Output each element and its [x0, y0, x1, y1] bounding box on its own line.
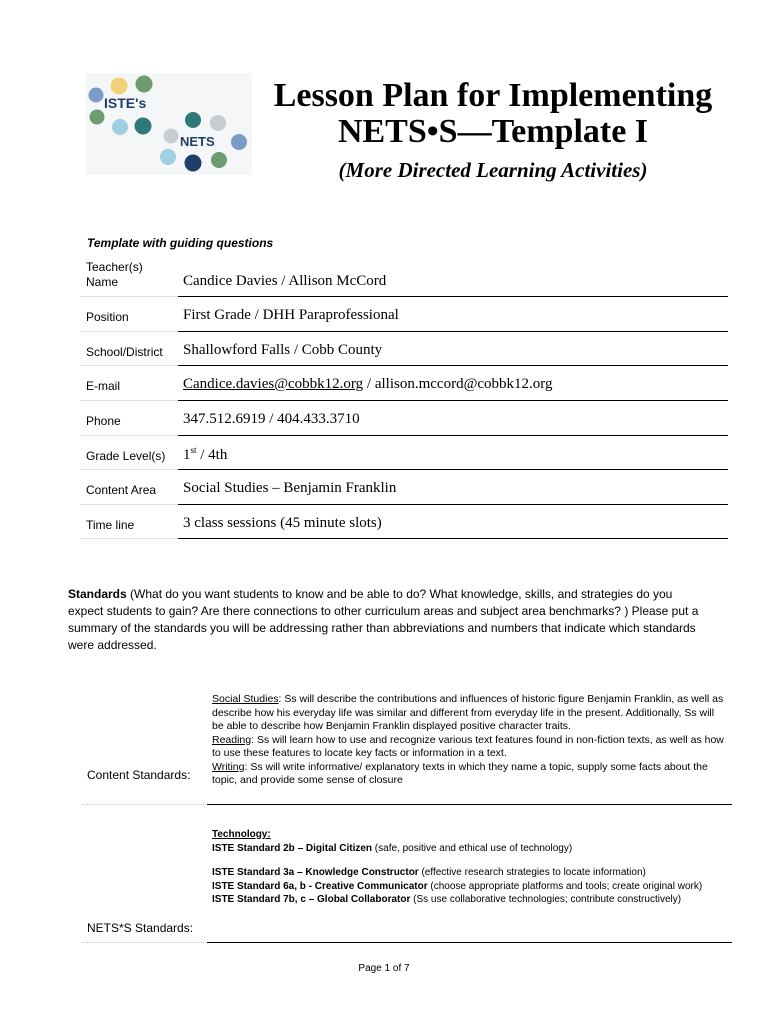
content-standards-divider [82, 804, 206, 805]
row-underline [178, 435, 728, 436]
nets-standard-2-title: ISTE Standard 3a – Knowledge Constructor [212, 867, 419, 878]
nets-standard-1-title: ISTE Standard 2b – Digital Citizen [212, 842, 373, 854]
row-underline [178, 469, 728, 470]
row-divider [80, 400, 177, 401]
nets-standards-underline [207, 942, 732, 943]
position-label: Position [86, 310, 129, 324]
standards-text: (What do you want students to know and be able to do? What knowledge, skills, and strategies do you expect students to gain? Are there connections to other curriculum areas and subject area benchmarks? ) Please put a summary of the standards you will be addressing rather than abbreviations and numbers that indicate which standards were addressed. [68, 587, 699, 652]
content-standards-label: Content Standards: [87, 768, 191, 782]
nets-standard-4-desc: (Ss use collaborative technologies; contribute constructively) [410, 894, 682, 905]
nets-standards-text [212, 828, 728, 907]
writing-label: Writing [212, 760, 245, 773]
row-underline [178, 538, 728, 539]
row-divider [80, 538, 177, 539]
title-line-1: Lesson Plan for Implementing [273, 77, 713, 114]
nets-standard-1-desc: (safe, positive and ethical use of technology) [372, 842, 573, 854]
content-area-value: Social Studies – Benjamin Franklin [183, 480, 397, 496]
social-studies-text: : Ss will describe the contributions and influences of historic figure Benjamin Franklin, as well as describe how his everyday life was similar and different from everyday life in the present. Additionally, Ss will be able to describe how Benjamin Franklin displayed positive character traits. [212, 693, 724, 732]
grade-number: 1 [183, 447, 191, 463]
technology-heading-text: Technology: [212, 829, 271, 840]
timeline-label: Time line [86, 518, 135, 532]
row-divider [80, 331, 177, 332]
nets-standards-label: NETS*S Standards: [87, 921, 194, 935]
standards-heading: Standards [68, 587, 127, 601]
nets-standard-4 [212, 893, 728, 907]
nets-standard-3-desc: (choose appropriate platforms and tools; create original work) [427, 880, 703, 892]
content-standards-text [212, 693, 728, 788]
teacher-label [86, 260, 143, 290]
page-subtitle: (More Directed Learning Activities) [338, 158, 648, 182]
row-underline [178, 296, 728, 297]
email-rest: / allison.mccord@cobbk12.org [363, 376, 553, 392]
page-title [262, 78, 724, 150]
school-value: Shallowford Falls / Cobb County [183, 342, 383, 358]
iste-nets-logo [86, 73, 252, 175]
logo-iste-text: ISTE's [104, 95, 147, 111]
nets-standard-4-title: ISTE Standard 7b, c – Global Collaborator [212, 894, 411, 905]
email-label: E-mail [86, 379, 121, 393]
grade-rest: / 4th [196, 447, 228, 463]
email-link[interactable]: Candice.davies@cobbk12.org [183, 376, 364, 392]
social-studies-standard [212, 693, 728, 734]
timeline-value: 3 class sessions (45 minute slots) [183, 515, 382, 531]
teacher-value: Candice Davies / Allison McCord [183, 273, 387, 289]
school-label: School/District [86, 345, 163, 359]
nets-standard-2-desc: (effective research strategies to locate information) [418, 867, 646, 878]
row-divider [80, 469, 177, 470]
spacer [212, 855, 728, 866]
writing-text: : Ss will write informative/ explanatory texts in which they name a topic, supply some facts about the topic, and provide some sense of closure [212, 760, 708, 786]
row-underline [178, 365, 728, 366]
row-divider [80, 296, 177, 297]
phone-label: Phone [86, 414, 121, 428]
grade-label: Grade Level(s) [86, 449, 166, 463]
nets-standard-2 [212, 866, 728, 880]
row-divider [80, 435, 177, 436]
reading-text: : Ss will learn how to use and recognize various text features found in non-fiction texts, as well as how to use these features to locate key facts or information in a text. [212, 733, 724, 759]
social-studies-label: Social Studies [212, 693, 279, 705]
nets-standard-3-title: ISTE Standard 6a, b - Creative Communicator [212, 880, 428, 892]
writing-standard [212, 761, 728, 788]
nets-standards-divider [82, 942, 206, 943]
phone-value: 347.512.6919 / 404.433.3710 [183, 411, 360, 427]
page-number: Page 1 of 7 [358, 963, 410, 974]
email-value [183, 376, 553, 393]
logo-nets-text: NETS [180, 134, 215, 149]
nets-standard-3 [212, 880, 728, 894]
reading-label: Reading [212, 733, 252, 746]
title-line-2: NETS•S—Template I [337, 113, 649, 150]
content-standards-underline [207, 804, 732, 805]
standards-paragraph [68, 586, 708, 654]
row-divider [80, 504, 177, 505]
reading-standard [212, 734, 728, 761]
nets-standard-1 [212, 842, 728, 856]
row-underline [178, 504, 728, 505]
grade-value [183, 445, 227, 464]
grade-suffix: st [190, 445, 197, 455]
position-value: First Grade / DHH Paraprofessional [183, 307, 399, 323]
teacher-label-line-2: Name [86, 275, 119, 289]
row-divider [80, 365, 177, 366]
guide-heading: Template with guiding questions [87, 236, 274, 250]
teacher-label-line-1: Teacher(s) [86, 260, 143, 274]
technology-heading [212, 828, 728, 842]
content-area-label: Content Area [86, 483, 157, 497]
row-underline [178, 400, 728, 401]
row-underline [178, 331, 728, 332]
